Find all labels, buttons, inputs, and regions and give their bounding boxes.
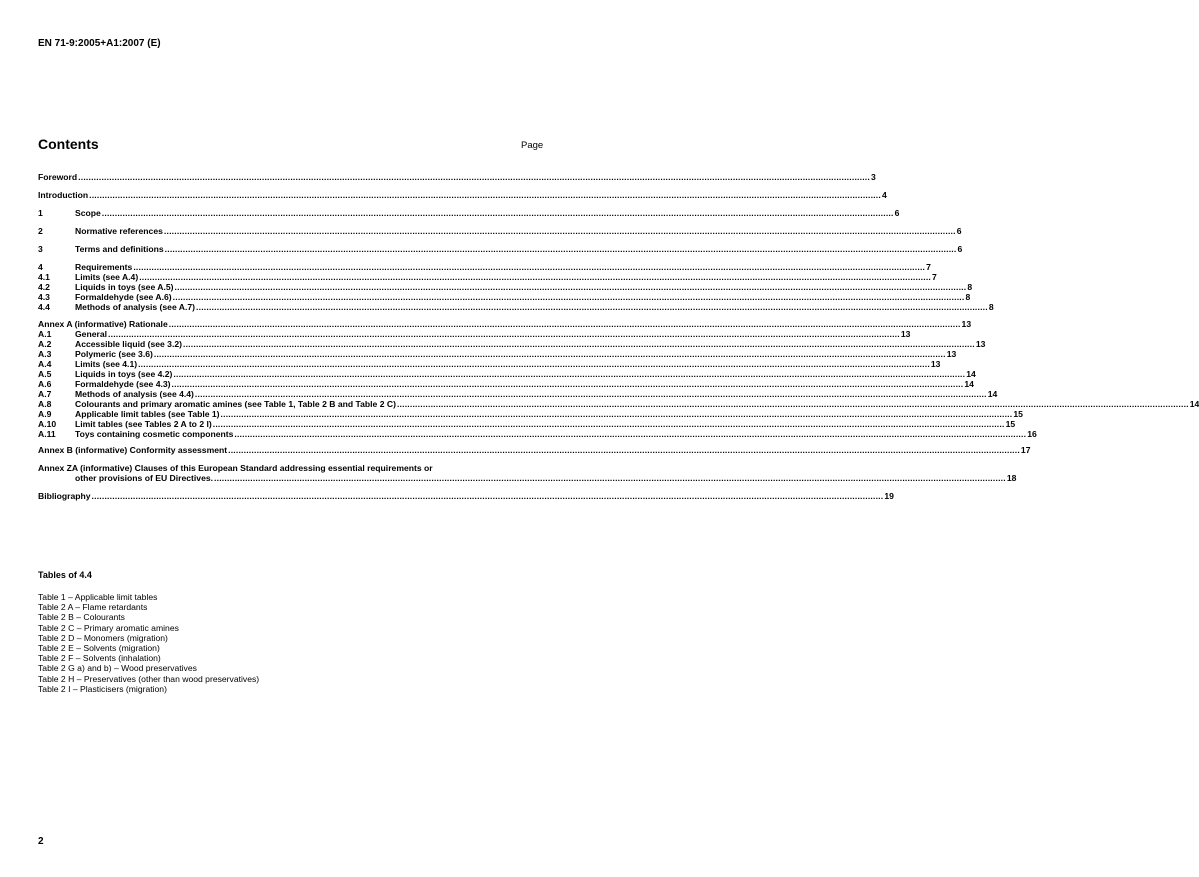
tables-list: [38, 592, 259, 694]
toc-entry-title: Limits (see 4.1): [75, 359, 138, 369]
toc-entry-scope[interactable]: [38, 208, 900, 218]
toc-entry-title: General: [75, 329, 108, 339]
page-column-label: Page: [521, 140, 544, 151]
toc-entry-page: 13: [975, 339, 986, 349]
toc-entry-page: 14: [966, 369, 976, 379]
toc-entry-title: Methods of analysis (see 4.4): [75, 389, 194, 399]
list-item: Table 2 G a) and b) – Wood preservatives: [38, 663, 197, 674]
document-id: EN 71-9:2005+A1:2007 (E): [38, 38, 161, 49]
list-item: Table 2 A – Flame retardants: [38, 602, 148, 613]
toc-entry-title: Introduction: [38, 190, 89, 200]
toc-entry-foreword[interactable]: [38, 172, 876, 182]
toc-entry-number: A.10: [38, 419, 57, 429]
toc-entry-page: 3: [870, 172, 876, 182]
toc-entry-title: Annex B (informative) Conformity assessment: [38, 445, 228, 455]
toc-entry-number: A.1: [38, 329, 52, 339]
toc-entry-4-3[interactable]: [38, 292, 971, 302]
toc-entry-title: Applicable limit tables (see Table 1): [75, 409, 220, 419]
toc-entry-title: Terms and definitions: [75, 244, 164, 254]
toc-entry-page: 13: [930, 359, 941, 369]
toc-entry-page: 13: [961, 319, 972, 329]
toc-entry-page: 13: [946, 349, 957, 359]
list-item: Table 2 B – Colourants: [38, 612, 125, 623]
toc-entry-title: Formaldehyde (see A.6): [75, 292, 172, 302]
toc-entry-number: A.2: [38, 339, 52, 349]
toc-entry-a-3[interactable]: [38, 349, 957, 359]
toc-entry-title: Polymeric (see 3.6): [75, 349, 153, 359]
toc-entry-page: 4: [881, 190, 887, 200]
toc-entry-number: 4.2: [38, 282, 50, 292]
toc-entry-number: A.9: [38, 409, 52, 419]
toc-entry-normative-references[interactable]: [38, 226, 962, 236]
toc-entry-page: 18: [1006, 473, 1017, 483]
toc-entry-title: Limit tables (see Tables 2 A to 2 I): [75, 419, 212, 429]
toc-entry-4-4[interactable]: [38, 302, 994, 312]
toc-entry-a-7[interactable]: [38, 389, 998, 399]
toc-entry-4-2[interactable]: [38, 282, 973, 292]
toc-entry-page: 14: [987, 389, 998, 399]
toc-entry-number: 3: [38, 244, 43, 254]
toc-entry-number: 4.4: [38, 302, 50, 312]
toc-entry-bibliography[interactable]: [38, 491, 894, 501]
toc-entry-a-6[interactable]: [38, 379, 974, 389]
toc-entry-page: 6: [894, 208, 900, 218]
toc-entry-page: 8: [967, 282, 973, 292]
toc-entry-page: 8: [965, 292, 971, 302]
tables-heading: Tables of 4.4: [38, 570, 92, 580]
page-number: 2: [38, 836, 44, 847]
toc-entry-page: 7: [926, 262, 931, 272]
toc-entry-title: Colourants and primary aromatic amines (see Table 1, Table 2 B and Table 2 C): [75, 399, 396, 409]
toc-entry-title: Accessible liquid (see 3.2): [75, 339, 182, 349]
toc-entry-terms-definitions[interactable]: [38, 244, 963, 254]
toc-entry-number: A.5: [38, 369, 52, 379]
toc-entry-number: A.11: [38, 429, 56, 439]
toc-entry-annex-a[interactable]: [38, 319, 972, 329]
toc-entry-page: 14: [1189, 399, 1199, 409]
toc-entry-a-10[interactable]: [38, 419, 1016, 429]
toc-entry-title-continued: other provisions of EU Directives.: [75, 473, 214, 483]
toc-entry-number: 4.1: [38, 272, 50, 282]
toc-entry-title: Annex A (informative) Rationale: [38, 319, 168, 329]
toc-entry-4-1[interactable]: [38, 272, 937, 282]
toc-entry-page: 14: [964, 379, 974, 389]
toc-entry-number: A.4: [38, 359, 52, 369]
toc-entry-page: 19: [884, 491, 894, 501]
toc-entry-title: Limits (see A.4): [75, 272, 139, 282]
toc-entry-page: 17: [1020, 445, 1031, 455]
toc-entry-annex-za[interactable]: [38, 463, 1017, 483]
toc-entry-title: Toys containing cosmetic components: [75, 429, 234, 439]
toc-entry-requirements[interactable]: [38, 262, 931, 272]
list-item: Table 2 F – Solvents (inhalation): [38, 653, 161, 664]
toc-entry-page: 6: [956, 226, 962, 236]
list-item: Table 2 I – Plasticisers (migration): [38, 683, 167, 694]
toc-entry-number: A.8: [38, 399, 52, 409]
toc-entry-page: 8: [988, 302, 994, 312]
toc-entry-annex-b[interactable]: [38, 445, 1031, 455]
toc-entry-number: 4: [38, 262, 43, 272]
toc-entry-number: A.6: [38, 379, 52, 389]
toc-entry-number: 1: [38, 208, 43, 218]
toc-entry-a-9[interactable]: [38, 409, 1023, 419]
toc-entry-a-5[interactable]: [38, 369, 976, 379]
toc-entry-title: Methods of analysis (see A.7): [75, 302, 196, 312]
toc-entry-title: Requirements: [75, 262, 133, 272]
toc-entry-page: 7: [932, 272, 937, 282]
list-item: Table 2 H – Preservatives (other than wood preservatives): [38, 673, 260, 684]
toc-entry-a-2[interactable]: [38, 339, 986, 349]
list-item: Table 1 – Applicable limit tables: [38, 592, 158, 602]
list-item: Table 2 D – Monomers (migration): [38, 632, 168, 643]
toc-entry-title: Annex ZA (informative) Clauses of this European Standard addressing essential requirements or: [38, 463, 433, 473]
table-of-contents: [38, 172, 1199, 501]
toc-entry-number: 4.3: [38, 292, 50, 302]
toc-entry-a-11[interactable]: [38, 429, 1037, 439]
toc-entry-a-4[interactable]: [38, 359, 941, 369]
toc-entry-title: Liquids in toys (see 4.2): [75, 369, 173, 379]
toc-entry-introduction[interactable]: [38, 190, 887, 200]
toc-entry-a-8[interactable]: [38, 399, 1199, 409]
toc-entry-title: Normative references: [75, 226, 163, 236]
toc-entry-title: Bibliography: [38, 491, 91, 501]
toc-entry-number: 2: [38, 226, 43, 236]
toc-entry-page: 15: [1013, 409, 1023, 419]
toc-entry-page: 13: [900, 329, 911, 339]
contents-title: Contents: [38, 136, 99, 152]
toc-entry-number: A.7: [38, 389, 52, 399]
toc-entry-page: 15: [1005, 419, 1016, 429]
toc-entry-page: 6: [957, 244, 963, 254]
list-item: Table 2 C – Primary aromatic amines: [38, 622, 179, 633]
toc-entry-title: Liquids in toys (see A.5): [75, 282, 174, 292]
toc-entry-title: Scope: [75, 208, 101, 218]
toc-entry-title: Foreword: [38, 172, 78, 182]
list-item: Table 2 E – Solvents (migration): [38, 643, 160, 654]
toc-entry-page: 16: [1027, 429, 1037, 439]
toc-entry-number: A.3: [38, 349, 52, 359]
toc-entry-title: Formaldehyde (see 4.3): [75, 379, 171, 389]
toc-entry-a-1[interactable]: [38, 329, 911, 339]
